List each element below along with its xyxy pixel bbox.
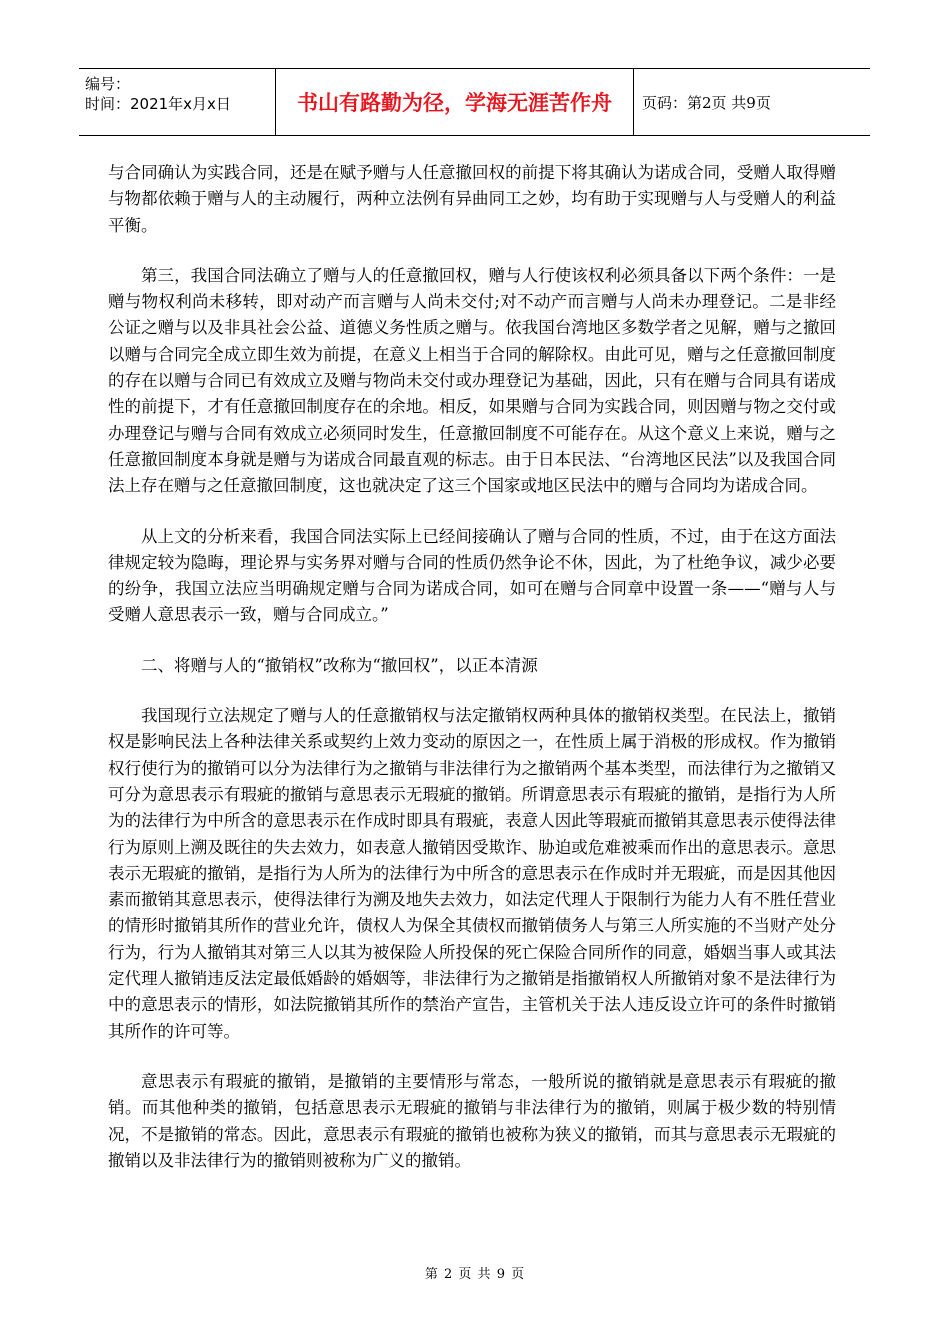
page-header [79,68,870,136]
paragraph-1: 与合同确认为实践合同，还是在赋予赠与人任意撤回权的前提下将其确认为诺成合同，受赠人取得赠与物都依赖于赠与人的主动履行，两种立法例有异曲同工之妙，均有助于实现赠与人与受赠人的利益平衡。 [108,163,836,235]
paragraph-5: 意思表示有瑕疵的撤销，是撤销的主要情形与常态，一般所说的撤销就是意思表示有瑕疵的撤销。而其他种类的撤销，包括意思表示无瑕疵的撤销与非法律行为的撤销，则属于极少数的特别情况，不是撤销的常态。因此，意思表示有瑕疵的撤销也被称为狭义的撤销，而其与意思表示无瑕疵的撤销以及非法律行为的撤销则被称为广义的撤销。 [108,1071,836,1170]
header-page-info: 页码：第2页 共9页 [642,93,771,112]
document-body [108,160,836,1198]
document-number-label: 编号： [85,75,131,93]
page-footer: 第 2 页 共 9 页 [424,1267,526,1282]
header-motto: 书山有路勤为径，学海无涯苦作舟 [275,69,634,135]
header-meta [79,69,275,135]
document-time-label: 时间：2021年x月x日 [85,95,231,113]
paragraph-4: 我国现行立法规定了赠与人的任意撤销权与法定撤销权两种具体的撤销权类型。在民法上，撤销权是影响民法上各种法律关系或契约上效力变动的原因之一，在性质上属于消极的形成权。作为撤销权行使行为的撤销可以分为法律行为之撤销与非法律行为之撤销两个基本类型，而法律行为之撤销又可分为意思表示有瑕疵的撤销与意思表示无瑕疵的撤销。所谓意思表示有瑕疵的撤销，是指行为人所为的法律行为中所含的意思表示在作成时即具有瑕疵，表意人因此等瑕疵而撤销其意思表示使得法律行为原则上溯及既往的失去效力，如表意人撤销因受欺诈、胁迫或危难被乘而作出的意思表示。意思表示无瑕疵的撤销，是指行为人所为的法律行为中所含的意思表示在作成时并无瑕疵，而是因其他因素而撤销其意思表示，使得法律行为溯及地失去效力，如法定代理人于限制行为能力人有不胜任营业的情形时撤销其所作的营业允许，债权人为保全其债权而撤销债务人与第三人所实施的不当财产处分行为，行为人撤销其对第三人以其为被保险人所投保的死亡保险合同所作的同意，婚姻当事人或其法定代理人撤销违反法定最低婚龄的婚姻等，非法律行为之撤销是指撤销权人所撤销对象不是法律行为中的意思表示的情形，如法院撤销其所作的禁治产宣告，主管机关于法人违反设立许可的条件时撤销其所作的许可等。 [108,706,836,1041]
section-heading: 二、将赠与人的“撤销权”改称为“撤回权”，以正本清源 [141,655,538,675]
paragraph-3: 从上文的分析来看，我国合同法实际上已经间接确认了赠与合同的性质，不过，由于在这方面法律规定较为隐晦，理论界与实务界对赠与合同的性质仍然争论不休，因此，为了杜绝争议，减少必要的纷争，我国立法应当明确规定赠与合同为诺成合同，如可在赠与合同章中设置一条——“赠与人与受赠人意思表示一致，赠与合同成立。” [108,526,836,625]
paragraph-2: 第三，我国合同法确立了赠与人的任意撤回权，赠与人行使该权利必须具备以下两个条件：一是赠与物权利尚未移转，即对动产而言赠与人尚未交付;对不动产而言赠与人尚未办理登记。二是非经公证之赠与以及非具社会公益、道德义务性质之赠与。依我国台湾地区多数学者之见解，赠与之撤回以赠与合同完全成立即生效为前提，在意义上相当于合同的解除权。由此可见，赠与之任意撤回制度的存在以赠与合同已有效成立及赠与物尚未交付或办理登记为基础，因此，只有在赠与合同具有诺成性的前提下，才有任意撤回制度存在的余地。相反，如果赠与合同为实践合同，则因赠与物之交付或办理登记与赠与合同有效成立必须同时发生，任意撤回制度不可能存在。从这个意义上来说，赠与之任意撤回制度本身就是赠与为诺成合同最直观的标志。由于日本民法、“台湾地区民法”以及我国合同法上存在赠与之任意撤回制度，这也就决定了这三个国家或地区民法中的赠与合同均为诺成合同。 [108,265,836,496]
